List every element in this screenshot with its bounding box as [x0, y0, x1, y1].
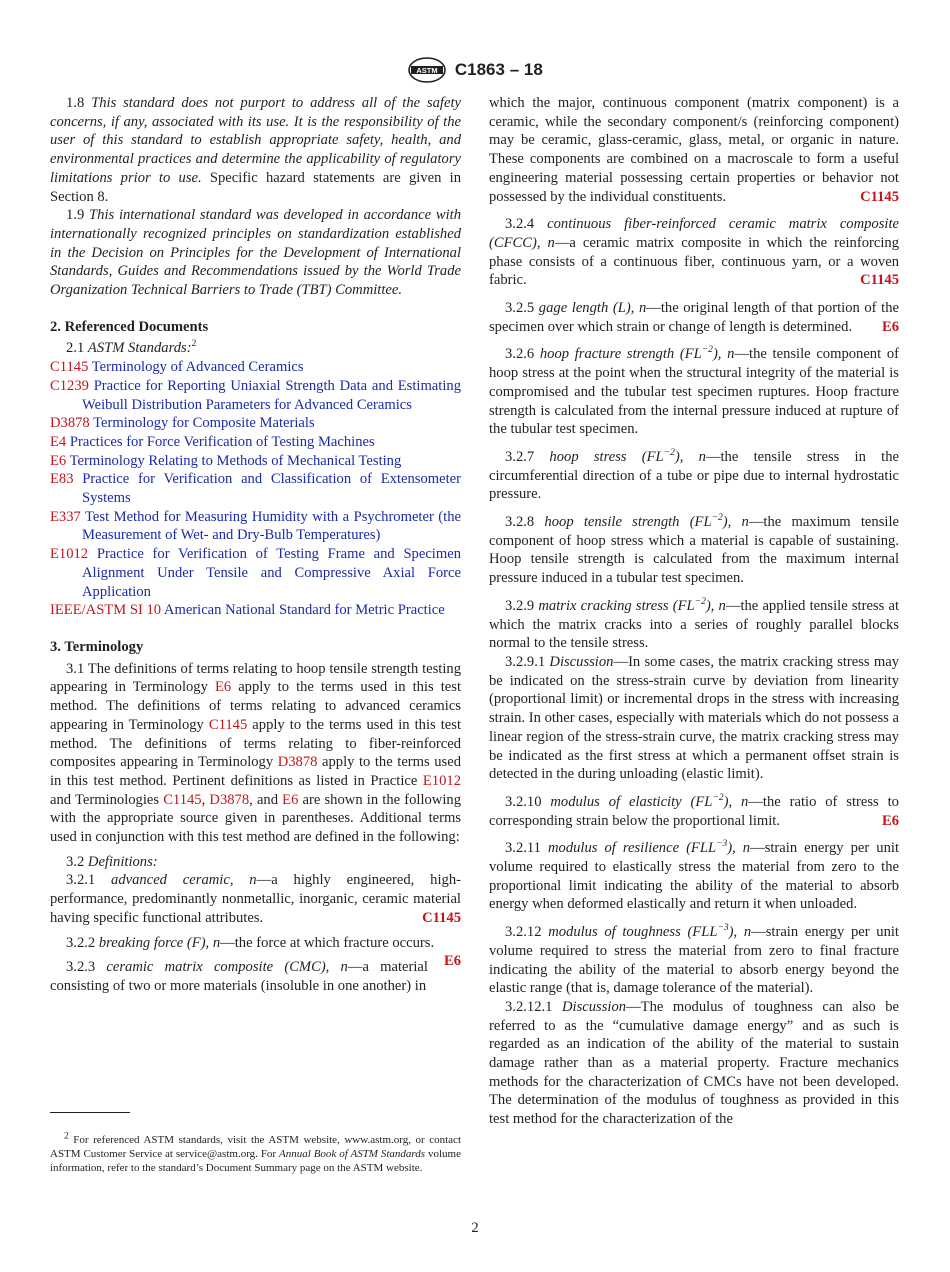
heading-referenced-documents: 2. Referenced Documents	[50, 318, 209, 335]
section-3-2: 3.2 Definitions:	[66, 853, 158, 870]
link-e1012[interactable]: E1012	[422, 772, 461, 789]
discussion-3-2-9-1: 3.2.9.1 Discussion—In some cases, the matrix cracking stress may be indicated on the stress-strain curve by deviation from linearity (proportional limit) or incremental drops in the stress with increasing strain. In other cases, especially with materials which do not possess a linear region of the stress-strain curve, the matrix cracking stress may be indicated as the first stress at which a permanent offset strain is detected in the during unloading (elastic limit).	[489, 653, 899, 783]
reference-c1239[interactable]: C1239 Practice for Reporting Uniaxial Strength Data and Estimating Weibull Distribution Parameters for Advanced Ceramics	[50, 377, 461, 413]
reference-list	[50, 358, 461, 620]
definition-3-2-3-continued: which the major, continuous component (matrix component) is a ceramic, while the secondary component/s (reinforcing component) may be ceramic, glass-ceramic, glass, metal, or organic in nature. These components are combined on a macroscale to form a useful engineering material possessing certain properties or behavior not possessed by the individual constituents. C1145	[489, 95, 899, 205]
link-d3878[interactable]: D3878	[277, 754, 318, 771]
definition-3-2-2: 3.2.2 breaking force (F), n—the force at which fracture occurs. E6	[66, 934, 461, 970]
reference-e4[interactable]: E4 Practices for Force Verification of Testing Machines	[50, 433, 375, 450]
document-designation: C1863 – 18	[454, 59, 543, 79]
source-c1145[interactable]: C1145	[860, 188, 899, 205]
page-header	[0, 56, 950, 86]
definition-3-2-12: 3.2.12 modulus of toughness $(FLL^{-3})$, n—strain energy per unit volume required to stress the material from zero to final fracture indicating the ability of the material to absorb energy beyond the elastic range (that is, damage tolerance of the material).	[489, 923, 899, 997]
astm-logo-icon	[407, 56, 447, 84]
definition-3-2-3: 3.2.3 ceramic matrix composite (CMC), n—a material consisting of two or more materials (insoluble in one another) in	[50, 959, 428, 994]
svg-text:ASTM: ASTM	[416, 65, 438, 75]
definition-3-2-5: 3.2.5 gage length (L), n—the original length of that portion of the specimen over which strain or change of length is determined. E6	[489, 300, 899, 335]
footnote: $^2$ For referenced ASTM standards, visit the ASTM website, www.astm.org, or contact ASTM Customer Service at service@astm.org. For Annual Book of ASTM Standards volume information, refer to the standard’s Document Summary page on the ASTM website.	[50, 1131, 461, 1175]
link-d3878[interactable]: D3878	[209, 791, 250, 808]
definition-3-2-10: 3.2.10 modulus of elasticity $(FL^{-2})$, n—the ratio of stress to corresponding strain below the proportional limit. E6	[489, 793, 899, 829]
reference-e83[interactable]: E83 Practice for Verification and Classification of Extensometer Systems	[50, 471, 461, 507]
link-e6[interactable]: E6	[282, 791, 299, 808]
definition-3-2-7: 3.2.7 hoop stress $(FL^{-2})$, n—the tensile stress in the circumferential direction of a tube or pipe due to internal hydrostatic pressure.	[489, 448, 899, 503]
definition-3-2-9: 3.2.9 matrix cracking stress $(FL^{-2})$, n—the applied tensile stress at which the matrix cracks into a series of roughly parallel blocks normal to the tensile stress.	[489, 597, 899, 652]
source-c1145[interactable]: C1145	[860, 272, 899, 289]
heading-terminology: 3. Terminology	[50, 638, 144, 655]
definition-3-2-6: 3.2.6 hoop fracture strength $(FL^{-2})$, n—the tensile component of hoop stress at the point when the structural integrity of the material is compromised and the tubular test specimen ruptures. Hoop fracture strength is calculated from the internal pressure induced at rupture of the tubular test specimen.	[489, 345, 899, 438]
source-e6[interactable]: E6	[881, 318, 899, 335]
source-e6[interactable]: E6	[881, 812, 899, 829]
reference-d3878[interactable]: D3878 Terminology for Composite Materials	[50, 415, 315, 432]
page-number: 2	[471, 1220, 479, 1236]
section-1-9: 1.9 This international standard was developed in accordance with internationally recognized principles on standardization established in the Decision on Principles for the Development of International Standards, Guides and Recommendations issued by the World Trade Organization Technical Barriers to Trade (TBT) Committee.	[50, 207, 462, 299]
reference-e1012[interactable]: E1012 Practice for Verification of Testing Frame and Specimen Alignment Under Tensile and Compressive Axial Force Application	[50, 546, 461, 600]
definition-3-2-1: 3.2.1 advanced ceramic, n—a highly engineered, high-performance, predominantly nonmetallic, inorganic, ceramic material having specific functional attributes. C1145	[50, 872, 461, 926]
section-3-1: 3.1 The definitions of terms relating to hoop tensile strength testing appearing in Terminology E6 apply to the terms used in this test method. The definitions of terms relating to advanced ceramics appearing in Terminology C1145 apply to the terms used in this test method. The definitions of terms relating to fiber-reinforced composites appearing in Terminology D3878 apply to the terms used in this test method. Pertinent definitions as listed in Practice E1012 and Terminologies C1145, D3878, and E6 are shown in the following with the appropriate source given in parentheses. Additional terms used in conjunction with this test method are defined in the following:	[50, 660, 461, 846]
discussion-3-2-12-1: 3.2.12.1 Discussion—The modulus of toughness can also be referred to as the “cumulative damage energy” and as such is regarded as an indication of the ability of the material to sustain damage rather than as a material property. Fracture mechanics methods for the characterization of CMCs have not been developed. The determination of the modulus of toughness as provided in this test method for the characterization of the	[489, 998, 899, 1128]
right-column	[489, 94, 899, 1129]
reference-e6[interactable]: E6 Terminology Relating to Methods of Mechanical Testing	[50, 452, 402, 469]
section-2-1: 2.1 ASTM Standards:$^2$	[66, 339, 197, 357]
link-e6[interactable]: E6	[214, 679, 232, 696]
section-1-8: 1.8 This standard does not purport to address all of the safety concerns, if any, associated with its use. It is the responsibility of the user of this standard to establish appropriate safety, health, and environmental practices and determine the applicability of regulatory limitations prior to use. Specific hazard statements are given in Section 8.	[50, 95, 462, 205]
left-column	[50, 94, 461, 996]
link-c1145[interactable]: C1145	[163, 791, 202, 808]
definition-3-2-4: 3.2.4 continuous fiber-reinforced ceramic matrix composite (CFCC), n—a ceramic matrix composite in which the reinforcing phase consists of a continuous fiber, continuous yarn, or a woven fabric. C1145	[489, 216, 899, 289]
link-c1145[interactable]: C1145	[208, 716, 248, 733]
definition-3-2-8: 3.2.8 hoop tensile strength $(FL^{-2})$, n—the maximum tensile component of hoop stress which a material is capable of sustaining. Hoop tensile strength is calculated from the maximum internal pressure induced in a tubular test specimen.	[489, 513, 899, 587]
reference-si10[interactable]: IEEE/ASTM SI 10 American National Standard for Metric Practice	[50, 602, 445, 619]
source-c1145[interactable]: C1145	[422, 909, 461, 926]
definition-3-2-11: 3.2.11 modulus of resilience $(FLL^{-3})$, n—strain energy per unit volume required to elastically stress the material from zero to the proportional limit indicating the ability of the material to absorb energy when deformed elastically and return it when unloaded.	[489, 839, 899, 913]
source-e6[interactable]: E6	[443, 953, 461, 970]
footnote-divider	[50, 1112, 130, 1113]
reference-e337[interactable]: E337 Test Method for Measuring Humidity with a Psychrometer (the Measurement of Wet- and Dry-Bulb Temperatures)	[50, 508, 461, 544]
reference-c1145[interactable]: C1145 Terminology of Advanced Ceramics	[50, 359, 304, 376]
